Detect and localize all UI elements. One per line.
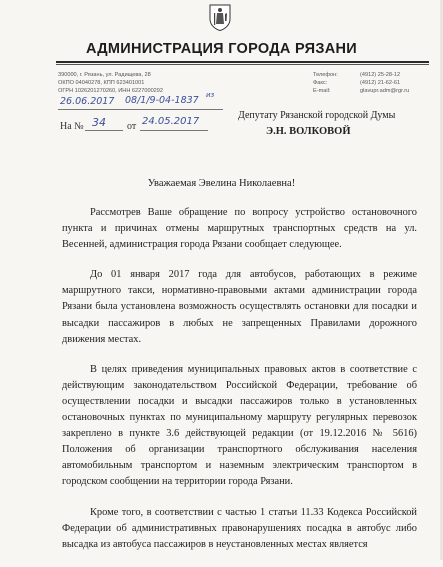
contact-values: [360, 71, 409, 96]
organization-title: АДМИНИСТРАЦИЯ ГОРОДА РЯЗАНИ: [85, 41, 358, 57]
handwritten-ref-number: 34: [92, 116, 106, 129]
handwritten-mark: из: [206, 91, 215, 99]
recipient-name: Э.Н. ВОЛКОВОЙ: [266, 126, 351, 137]
ref-number-label: На №: [60, 121, 84, 132]
ogrn-line: ОГРН 1026201270260, ИНН 6227000292: [58, 88, 164, 95]
handwritten-date-in: 26.06.2017: [60, 96, 115, 107]
phone-value: (4912) 25-28-12: [360, 72, 401, 78]
handwritten-number-in: 08/1/9-04-1837: [125, 95, 199, 106]
address-line: 390000, г. Рязань, ул. Радищева, 28: [58, 72, 151, 78]
contact-labels: [313, 71, 338, 96]
coat-of-arms-icon: [209, 4, 231, 31]
handwritten-ref-date: 24.05.2017: [142, 116, 200, 127]
phone-label: Телефон:: [313, 72, 338, 78]
header-rule-thin: [56, 64, 429, 65]
header-rule-thick: [56, 61, 429, 63]
fax-value: (4912) 21-62-61: [360, 80, 401, 87]
recipient-title: Депутату Рязанской городской Думы: [238, 110, 396, 121]
paragraph: В целях приведения муниципальных правовых актов в соответствие с действующим законодательством Российской Федерации, требование об осуществлении посадки и высадки пассажиров только в установленных остановочных пунктах по муниципальному маршруту регулярных перевозок закреплено в пункте 3.6 действующей редакции (от 19.12.2016 № 5616) Положения об организации транспортного обслуживания населения автомобильным транспортом и наземным электрическим транспортом в городском сообщении на территории города Рязани.: [62, 363, 417, 488]
email-label: E-mail:: [313, 88, 331, 95]
paragraph: Рассмотрев Ваше обращение по вопросу устройство остановочного пункта и причинах отмены маршрутных транспортных средств на ул. Весенней, администрация города Рязани сообщает следующее.: [62, 207, 417, 251]
salutation: Уважаемая Эвелина Николаевна!: [147, 178, 296, 189]
registration-underline-2: [85, 130, 123, 131]
fax-label: Факс:: [313, 80, 328, 87]
paragraph: Кроме того, в соответствии с частью 1 статьи 11.33 Кодекса Российской Федерации об административных правонарушениях посадка в автобус либо высадка из автобуса пассажиров в неустановленных местах является: [62, 506, 417, 550]
registration-underline-1: [58, 109, 223, 110]
okpo-line: ОКПО 04040278, КПП 623401001: [58, 80, 145, 87]
registration-underline-3: [140, 130, 208, 131]
paragraph: До 01 января 2017 года для автобусов, работающих в режиме маршрутного такси, нормативно-правовыми актами администрации города Рязани была установлена возможность осуществлять остановки для посадки и высадки пассажиров в любых не запрещенных Правилами дорожного движения местах.: [62, 269, 417, 345]
letter-body: [62, 205, 417, 567]
ref-date-label: от: [127, 121, 137, 132]
address-block: [58, 71, 163, 96]
email-value: glavupr.adm@rgr.ru: [360, 88, 410, 95]
